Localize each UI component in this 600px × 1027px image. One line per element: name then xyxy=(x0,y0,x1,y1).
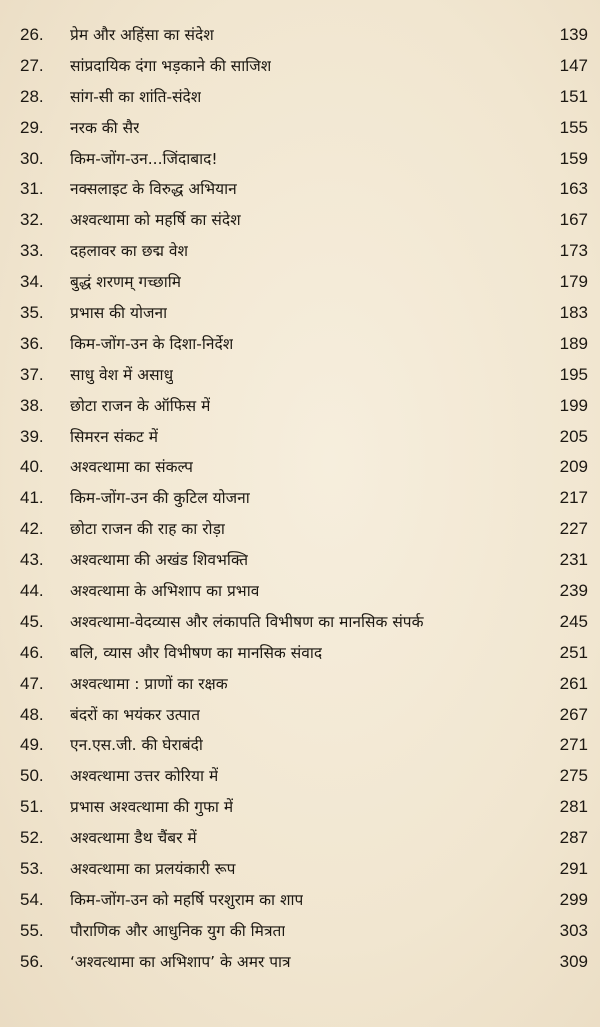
page-number: 163 xyxy=(559,179,588,199)
chapter-title: अश्वत्थामा की अखंड शिवभक्ति xyxy=(70,551,249,570)
page-number: 251 xyxy=(559,642,588,662)
chapter-title: पौराणिक और आधुनिक युग की मित्रता xyxy=(70,921,286,940)
page-number: 245 xyxy=(559,611,588,631)
page-number: 227 xyxy=(559,519,588,539)
chapter-number: 45. xyxy=(20,611,44,631)
chapter-number: 53. xyxy=(20,859,44,879)
table-of-contents xyxy=(0,20,600,978)
page-number: 303 xyxy=(559,920,588,940)
chapter-number: 48. xyxy=(20,704,44,724)
chapter-title: किम-जोंग-उन को महर्षि परशुराम का शाप xyxy=(70,890,304,909)
page-number: 159 xyxy=(559,148,588,168)
page-number: 167 xyxy=(559,210,588,230)
chapter-number: 43. xyxy=(20,550,44,570)
toc-entry xyxy=(0,607,600,638)
toc-entry xyxy=(0,545,600,576)
toc-entry xyxy=(0,51,600,82)
chapter-title: नक्सलाइट के विरुद्ध अभियान xyxy=(70,180,237,199)
toc-entry xyxy=(0,483,600,514)
chapter-number: 32. xyxy=(20,210,44,230)
chapter-number: 27. xyxy=(20,55,44,75)
chapter-number: 38. xyxy=(20,395,44,415)
chapter-title: सिमरन संकट में xyxy=(70,427,159,446)
toc-entry xyxy=(0,360,600,391)
chapter-number: 50. xyxy=(20,766,44,786)
chapter-title: अश्वत्थामा डैथ चैंबर में xyxy=(70,829,197,848)
toc-entry xyxy=(0,576,600,607)
page-number: 139 xyxy=(559,25,588,44)
chapter-title: छोटा राजन की राह का रोड़ा xyxy=(70,520,225,539)
page-number: 275 xyxy=(559,766,588,786)
page-number: 183 xyxy=(559,303,588,323)
chapter-title: किम-जोंग-उन...जिंदाबाद! xyxy=(70,149,218,168)
chapter-number: 44. xyxy=(20,581,44,601)
page-number: 271 xyxy=(559,735,588,755)
chapter-number: 37. xyxy=(20,364,44,384)
toc-entry xyxy=(0,298,600,329)
chapter-number: 35. xyxy=(20,303,44,323)
toc-entry xyxy=(0,730,600,761)
chapter-title: अश्वत्थामा उत्तर कोरिया में xyxy=(70,767,219,786)
toc-entry xyxy=(0,854,600,885)
chapter-number: 29. xyxy=(20,117,44,137)
chapter-number: 54. xyxy=(20,889,44,909)
page-number: 151 xyxy=(559,86,588,106)
chapter-title: नरक की सैर xyxy=(70,118,140,137)
page-number: 287 xyxy=(559,828,588,848)
chapter-number: 55. xyxy=(20,920,44,940)
toc-entry xyxy=(0,329,600,360)
page-number: 189 xyxy=(559,333,588,353)
chapter-title: अश्वत्थामा-वेदव्यास और लंकापति विभीषण का मानसिक संपर्क xyxy=(70,612,424,631)
toc-entry xyxy=(0,792,600,823)
chapter-number: 52. xyxy=(20,828,44,848)
page-number: 179 xyxy=(559,272,588,292)
toc-entry xyxy=(0,267,600,298)
toc-entry xyxy=(0,236,600,267)
chapter-title: सांग-सी का शांति-संदेश xyxy=(70,87,202,106)
chapter-number: 28. xyxy=(20,86,44,106)
chapter-number: 56. xyxy=(20,951,44,971)
toc-entry xyxy=(0,514,600,545)
chapter-number: 31. xyxy=(20,179,44,199)
chapter-number: 49. xyxy=(20,735,44,755)
chapter-title: सांप्रदायिक दंगा भड़काने की साजिश xyxy=(70,56,272,75)
page-number: 309 xyxy=(559,951,588,971)
chapter-title: ‘अश्वत्थामा का अभिशाप’ के अमर पात्र xyxy=(70,952,291,971)
page-number: 147 xyxy=(559,55,588,75)
chapter-title: अश्वत्थामा का संकल्प xyxy=(70,458,193,477)
page-number: 217 xyxy=(559,488,588,508)
toc-entry xyxy=(0,823,600,854)
chapter-title: किम-जोंग-उन के दिशा-निर्देश xyxy=(70,334,234,353)
toc-entry xyxy=(0,452,600,483)
chapter-title: प्रभास अश्वत्थामा की गुफा में xyxy=(70,798,234,817)
chapter-number: 41. xyxy=(20,488,44,508)
chapter-number: 40. xyxy=(20,457,44,477)
chapter-title: साधु वेश में असाधु xyxy=(70,365,174,384)
page-number: 205 xyxy=(559,426,588,446)
page-number: 199 xyxy=(559,395,588,415)
toc-entry xyxy=(0,174,600,205)
page-number: 299 xyxy=(559,889,588,909)
chapter-number: 26. xyxy=(20,25,44,44)
chapter-number: 30. xyxy=(20,148,44,168)
chapter-number: 42. xyxy=(20,519,44,539)
chapter-number: 34. xyxy=(20,272,44,292)
chapter-title: किम-जोंग-उन की कुटिल योजना xyxy=(70,489,250,508)
toc-entry xyxy=(0,20,600,51)
chapter-title: अश्वत्थामा के अभिशाप का प्रभाव xyxy=(70,582,260,601)
chapter-title: छोटा राजन के ऑफिस में xyxy=(70,396,211,415)
page-number: 155 xyxy=(559,117,588,137)
chapter-number: 33. xyxy=(20,241,44,261)
page-number: 291 xyxy=(559,859,588,879)
chapter-title: प्रभास की योजना xyxy=(70,304,168,323)
toc-entry xyxy=(0,205,600,236)
chapter-title: बलि, व्यास और विभीषण का मानसिक संवाद xyxy=(70,643,323,662)
chapter-number: 36. xyxy=(20,333,44,353)
page-number: 195 xyxy=(559,364,588,384)
toc-entry xyxy=(0,916,600,947)
chapter-number: 47. xyxy=(20,673,44,693)
toc-entry xyxy=(0,391,600,422)
toc-entry xyxy=(0,761,600,792)
toc-entry xyxy=(0,700,600,731)
toc-entry xyxy=(0,144,600,175)
chapter-title: बुद्धं शरणम् गच्छामि xyxy=(70,273,182,292)
toc-entry xyxy=(0,113,600,144)
toc-entry xyxy=(0,638,600,669)
chapter-number: 39. xyxy=(20,426,44,446)
page-number: 281 xyxy=(559,797,588,817)
chapter-title: अश्वत्थामा को महर्षि का संदेश xyxy=(70,211,241,230)
chapter-number: 51. xyxy=(20,797,44,817)
toc-entry xyxy=(0,947,600,978)
toc-entry xyxy=(0,885,600,916)
page-number: 239 xyxy=(559,581,588,601)
chapter-title: एन.एस.जी. की घेराबंदी xyxy=(70,736,203,755)
page-number: 261 xyxy=(559,673,588,693)
page-number: 209 xyxy=(559,457,588,477)
chapter-number: 46. xyxy=(20,642,44,662)
page-number: 173 xyxy=(559,241,588,261)
chapter-title: अश्वत्थामा का प्रलयंकारी रूप xyxy=(70,860,236,879)
page-number: 231 xyxy=(559,550,588,570)
chapter-title: प्रेम और अहिंसा का संदेश xyxy=(70,26,214,44)
chapter-title: बंदरों का भयंकर उत्पात xyxy=(70,705,201,724)
chapter-title: अश्वत्थामा : प्राणों का रक्षक xyxy=(70,674,228,693)
toc-entry xyxy=(0,669,600,700)
page-number: 267 xyxy=(559,704,588,724)
chapter-title: दहलावर का छद्म वेश xyxy=(70,242,189,261)
toc-entry xyxy=(0,422,600,453)
toc-entry xyxy=(0,82,600,113)
